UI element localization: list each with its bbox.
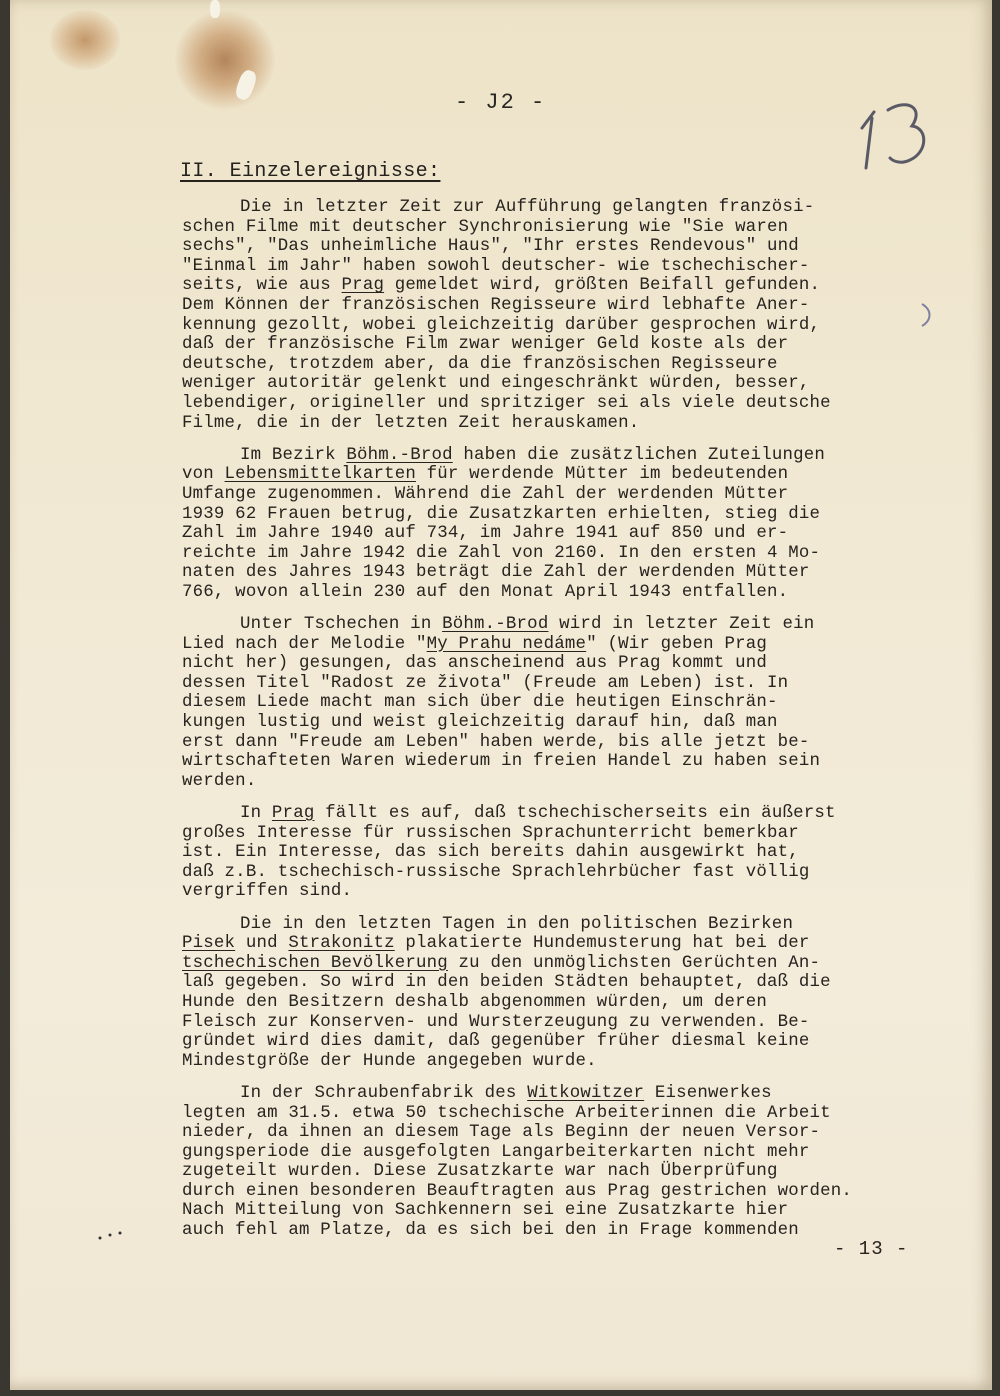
text-line: laß gegeben. So wird in den beiden Städten behauptet, daß die: [182, 973, 831, 993]
text-line: naten des Jahres 1943 beträgt die Zahl der werdenden Mütter: [182, 563, 810, 583]
text-line: legten am 31.5. etwa 50 tschechische Arbeiterinnen die Arbeit: [182, 1103, 831, 1123]
text-line: lebendiger, origineller und spritziger sei als viele deutsche: [182, 393, 831, 413]
text-line: werden.: [182, 771, 257, 791]
text-line: schen Filme mit deutscher Synchronisierung wie "Sie waren: [182, 217, 789, 237]
text-line: In der Schraubenfabrik des Witkowitzer Eisenwerkes: [240, 1083, 772, 1103]
text-line: gründet wird dies damit, daß gegenüber früher diesmal keine: [182, 1032, 810, 1052]
ink-dots: [96, 1230, 126, 1242]
paragraph: [182, 615, 922, 791]
text-line: zugeteilt wurden. Diese Zusatzkarte war nach Überprüfung: [182, 1162, 778, 1182]
paragraph: [182, 446, 922, 603]
text-line: reichte im Jahre 1942 die Zahl von 2160. In den ersten 4 Mo-: [182, 543, 821, 563]
text-line: daß z.B. tschechisch-russische Sprachlehrbücher fast völlig: [182, 862, 810, 882]
continuation-page-ref: - 13 -: [834, 1238, 909, 1260]
text-line: Lied nach der Melodie "My Prahu nedáme" (Wir geben Prag: [182, 634, 768, 654]
text-line: Im Bezirk Böhm.-Brod haben die zusätzlichen Zuteilungen: [240, 445, 826, 465]
text-line: deutsche, trotzdem aber, da die französischen Regisseure: [182, 354, 778, 374]
text-line: tschechischen Bevölkerung zu den unmöglichsten Gerüchten An-: [182, 953, 821, 973]
text-line: von Lebensmittelkarten für werdende Mütter im bedeutenden: [182, 465, 789, 485]
text-line: weniger autoritär gelenkt und eingeschränkt würden, besser,: [182, 374, 810, 394]
text-line: diesem Liede macht man sich über die heutigen Einschrän-: [182, 693, 778, 713]
document-body: [182, 198, 922, 1253]
text-line: auch fehl am Platze, da es sich bei den in Frage kommenden: [182, 1221, 799, 1241]
paragraph: [182, 198, 922, 433]
text-line: Fleisch zur Konserven- und Wursterzeugung zu verwenden. Be-: [182, 1012, 810, 1032]
stain: [175, 10, 275, 110]
text-line: ist. Ein Interesse, das sich bereits dahin ausgewirkt hat,: [182, 843, 799, 863]
text-line: dessen Titel "Radost ze života" (Freude am Leben) ist. In: [182, 673, 789, 693]
text-line: Die in letzter Zeit zur Aufführung gelangten französi-: [240, 198, 815, 217]
text-line: sechs", "Das unheimliche Haus", "Ihr erstes Rendevous" und: [182, 237, 799, 257]
text-line: daß der französische Film zwar weniger Geld koste als der: [182, 335, 789, 355]
text-line: 1939 62 Frauen betrug, die Zusatzkarten erhielten, stieg die: [182, 504, 821, 524]
text-line: "Einmal im Jahr" haben sowohl deutscher- wie tschechischer-: [182, 256, 810, 276]
text-line: Zahl im Jahre 1940 auf 734, im Jahre 1941 auf 850 und er-: [182, 524, 789, 544]
stain: [50, 10, 120, 70]
text-line: gungsperiode die ausgefolgten Langarbeiterkarten nicht mehr: [182, 1142, 810, 1162]
text-line: Die in den letzten Tagen in den politischen Bezirken: [240, 914, 794, 934]
text-line: Filme, die in der letzten Zeit herauskamen.: [182, 413, 640, 433]
text-line: 766, wovon allein 230 auf den Monat April 1943 entfallen.: [182, 582, 789, 602]
text-line: Nach Mitteilung von Sachkennern sei eine Zusatzkarte hier: [182, 1201, 789, 1221]
text-line: Mindestgröße der Hunde angegeben wurde.: [182, 1051, 597, 1071]
text-line: erst dann "Freude am Leben" haben werde, bis alle jetzt be-: [182, 732, 810, 752]
handwritten-folio-number: [858, 88, 938, 178]
text-line: durch einen besonderen Beauftragten aus Prag gestrichen worden.: [182, 1181, 853, 1201]
text-line: wirtschafteten Waren wiederum in freien Handel zu haben sein: [182, 752, 821, 772]
text-line: In Prag fällt es auf, daß tschechischerseits ein äußerst: [240, 804, 836, 823]
page-number: - J2 -: [455, 90, 547, 115]
paper-hole: [210, 0, 220, 18]
text-line: kungen lustig und weist gleichzeitig darauf hin, daß man: [182, 713, 778, 733]
text-line: Unter Tschechen in Böhm.-Brod wird in letzter Zeit ein: [240, 615, 815, 635]
paragraph: [182, 915, 922, 1072]
text-line: nieder, da ihnen an diesem Tage als Beginn der neuen Versor-: [182, 1123, 821, 1143]
text-line: kennung gezollt, wobei gleichzeitig darüber gesprochen wird,: [182, 315, 821, 335]
paragraph: [182, 804, 922, 902]
text-line: seits, wie aus Prag gemeldet wird, größten Beifall gefunden.: [182, 276, 821, 296]
text-line: nicht her) gesungen, das anscheinend aus Prag kommt und: [182, 654, 767, 674]
text-line: vergriffen sind.: [182, 882, 353, 902]
text-line: Umfange zugenommen. Während die Zahl der werdenden Mütter: [182, 484, 789, 504]
text-line: Dem Können der französischen Regisseure wird lebhafte Aner-: [182, 295, 810, 315]
margin-mark: [918, 300, 936, 330]
text-line: großes Interesse für russischen Sprachunterricht bemerkbar: [182, 823, 799, 843]
text-line: Pisek und Strakonitz plakatierte Hundemusterung hat bei der: [182, 934, 810, 954]
text-line: Hunde den Besitzern deshalb abgenommen würden, um deren: [182, 992, 767, 1012]
section-heading: II. Einzelereignisse:: [180, 160, 441, 183]
paragraph: [182, 1084, 922, 1241]
